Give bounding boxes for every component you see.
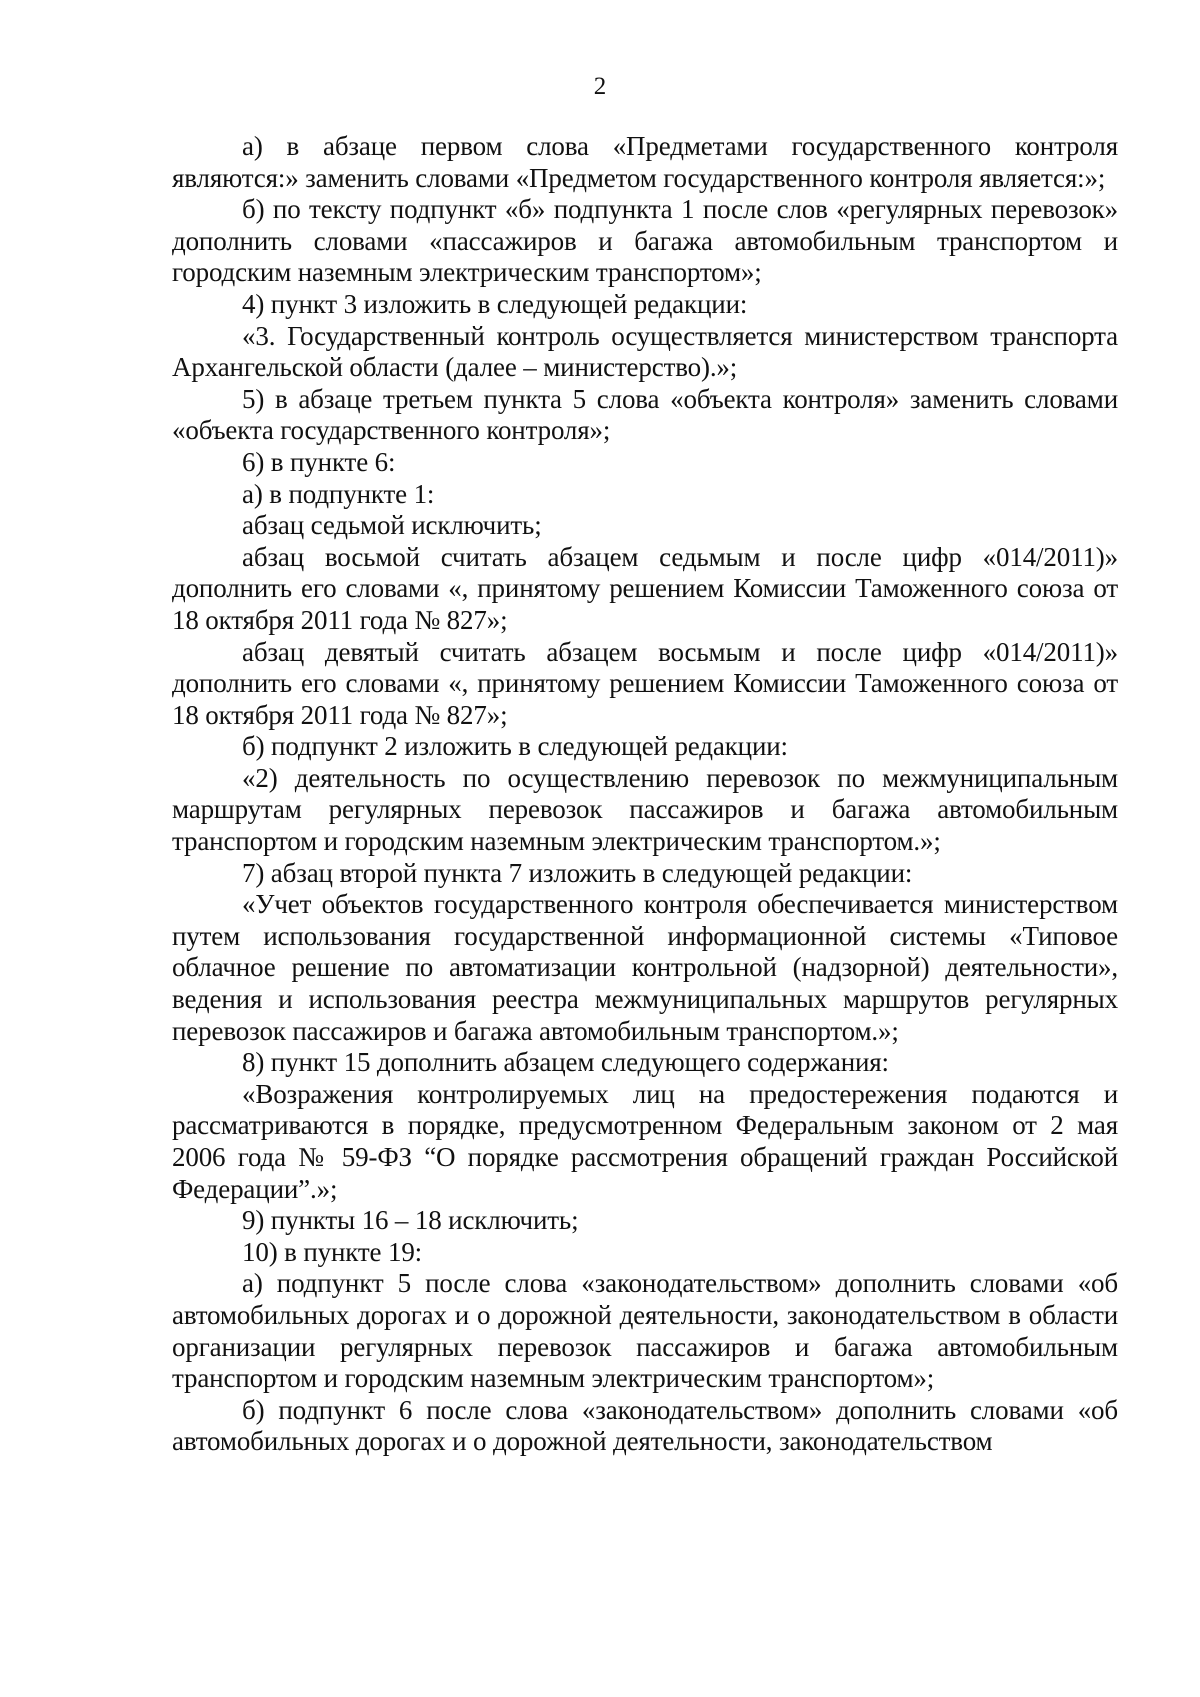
paragraph: б) подпункт 2 изложить в следующей редакции: — [242, 731, 788, 762]
paragraph: 5) в абзаце третьем пункта 5 слова «объекта контроля» заменить словами «объекта государственного контроля»; — [172, 383, 1118, 446]
paragraph: 8) пункт 15 дополнить абзацем следующего содержания: — [242, 1047, 889, 1078]
paragraph: абзац седьмой исключить; — [242, 510, 542, 541]
paragraph: 6) в пункте 6: — [242, 446, 396, 477]
document-body — [172, 131, 1118, 1458]
page-number: 2 — [593, 73, 607, 100]
paragraph: а) в подпункте 1: — [242, 478, 435, 509]
paragraph: 7) абзац второй пункта 7 изложить в следующей редакции: — [242, 857, 913, 888]
paragraph: 10) в пункте 19: — [242, 1236, 423, 1267]
paragraph: б) по тексту подпункт «б» подпункта 1 после слов «регулярных перевозок» дополнить словами «пассажиров и багажа автомобильным транспортом и городским наземным электрическим транспортом»; — [172, 194, 1118, 288]
paragraph: «3. Государственный контроль осуществляется министерством транспорта Архангельской области (далее – министерство).»; — [172, 320, 1118, 383]
paragraph: «Возражения контролируемых лиц на предостережения подаются и рассматриваются в порядке, предусмотренном Федеральным законом от 2 мая 2006 года № 59-ФЗ “О порядке рассмотрения обращений граждан Российской Федерации”.»; — [172, 1078, 1118, 1204]
paragraph: а) подпункт 5 после слова «законодательством» дополнить словами «об автомобильных дорогах и о дорожной деятельности, законодательством в области организации регулярных перевозок пассажиров и багажа автомобильным транспортом и городским наземным электрическим транспортом»; — [172, 1268, 1118, 1394]
paragraph: абзац восьмой считать абзацем седьмым и после цифр «014/2011)» дополнить его словами «, принятому решением Комиссии Таможенного союза от 18 октября 2011 года № 827»; — [172, 541, 1118, 635]
paragraph: б) подпункт 6 после слова «законодательством» дополнить словами «об автомобильных дорогах и о дорожной деятельности, законодательством — [172, 1394, 1118, 1457]
paragraph: «Учет объектов государственного контроля обеспечивается министерством путем использования государственной информационной системы «Типовое облачное решение по автоматизации контрольной (надзорной) деятельности», ведения и использования реестра межмуниципальных маршрутов регулярных перевозок пассажиров и багажа автомобильным транспортом.»; — [172, 889, 1118, 1046]
paragraph: а) в абзаце первом слова «Предметами государственного контроля являются:» заменить словами «Предметом государственного контроля является:»; — [172, 131, 1118, 193]
paragraph: «2) деятельность по осуществлению перевозок по межмуниципальным маршрутам регулярных перевозок пассажиров и багажа автомобильным транспортом и городским наземным электрическим транспортом.»; — [172, 762, 1118, 857]
paragraph: 4) пункт 3 изложить в следующей редакции: — [242, 288, 748, 319]
paragraph: 9) пункты 16 – 18 исключить; — [242, 1205, 579, 1236]
paragraph: абзац девятый считать абзацем восьмым и после цифр «014/2011)» дополнить его словами «, принятому решением Комиссии Таможенного союза от 18 октября 2011 года № 827»; — [172, 636, 1118, 730]
